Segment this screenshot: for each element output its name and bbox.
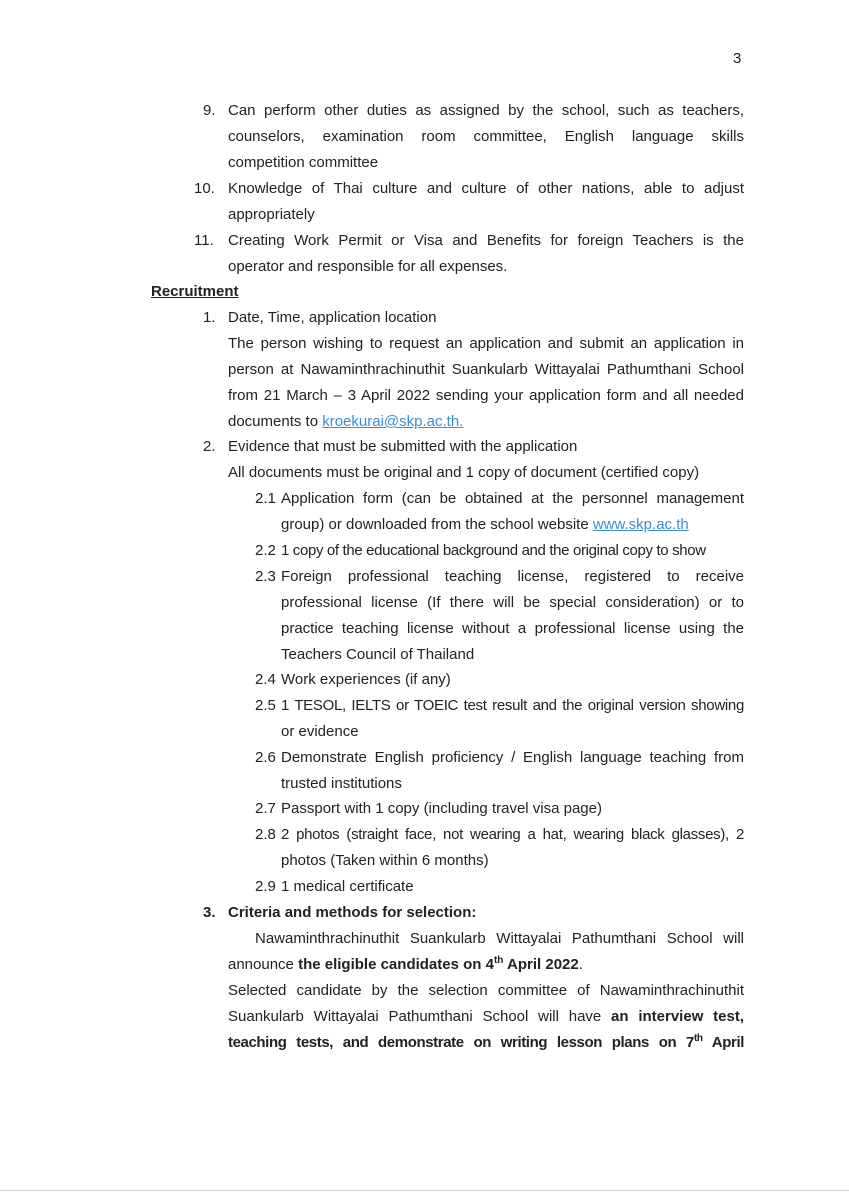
sub-number: 2.4	[255, 671, 276, 688]
text-segment: group) or downloaded from the school website	[281, 516, 593, 533]
item-number: 3.	[203, 904, 216, 921]
text-line: or evidence	[281, 723, 359, 740]
duty-number: 10.	[194, 180, 215, 197]
duty-number: 11.	[194, 232, 214, 249]
sub-number: 2.7	[255, 800, 276, 817]
duty-item	[228, 228, 744, 280]
text-line: The person wishing to request an application and submit an application in	[228, 335, 744, 352]
text-line	[281, 512, 744, 538]
text-line: from 21 March – 3 April 2022 sending your application form and all needed	[228, 387, 744, 404]
text-line: Work experiences (if any)	[281, 671, 451, 688]
email-link[interactable]: kroekurai@skp.ac.th.	[322, 413, 464, 430]
item-title: Criteria and methods for selection:	[228, 904, 477, 921]
sub-number: 2.6	[255, 749, 276, 766]
duty-item	[228, 176, 744, 228]
text-line: person at Nawaminthrachinuthit Suankularb Wittayalai Pathumthani School	[228, 361, 744, 378]
text-line: 1 copy of the educational background and the original copy to show	[281, 542, 706, 559]
text-line: Can perform other duties as assigned by the school, such as teachers,	[228, 102, 744, 119]
item-1	[228, 305, 744, 435]
text-segment: April 2022	[503, 956, 579, 973]
text-line: Demonstrate English proficiency / English language teaching from	[281, 749, 744, 766]
text-line: appropriately	[228, 206, 315, 223]
text-segment: announce	[228, 956, 299, 973]
text-segment: documents to	[228, 413, 323, 430]
recruitment-heading: Recruitment	[151, 283, 239, 300]
sub-item	[281, 667, 744, 693]
text-segment: Suankularb Wittayalai Pathumthani School will have	[228, 1008, 612, 1025]
sub-item	[281, 745, 744, 797]
text-line: operator and responsible for all expenses.	[228, 258, 508, 275]
duty-number: 9.	[203, 102, 216, 119]
page-number: 3	[733, 50, 742, 67]
sub-item	[281, 538, 744, 564]
item-2	[228, 434, 744, 486]
text-segment: .	[578, 956, 583, 973]
sub-item	[281, 874, 744, 900]
sub-number: 2.3	[255, 568, 276, 585]
text-line: counselors, examination room committee, English language skills	[228, 128, 744, 145]
text-line: 2 photos (straight face, not wearing a hat, wearing black glasses), 2	[281, 826, 744, 843]
text-line	[228, 952, 744, 978]
text-line: professional license (If there will be special consideration) or to	[281, 594, 744, 611]
sub-number: 2.5	[255, 697, 276, 714]
sub-number: 2.8	[255, 826, 276, 843]
item-3	[228, 900, 744, 1056]
sub-item	[281, 564, 744, 668]
text-line: competition committee	[228, 154, 379, 171]
item-number: 2.	[203, 438, 216, 455]
sub-number: 2.1	[255, 490, 276, 507]
sub-item	[281, 486, 744, 538]
text-segment: an interview test,	[611, 1008, 744, 1025]
text-line: Nawaminthrachinuthit Suankularb Wittayalai Pathumthani School will	[255, 930, 744, 947]
text-segment: teaching tests, and demonstrate on writing lesson plans on 7	[228, 1034, 694, 1051]
superscript: th	[493, 955, 504, 966]
text-line: practice teaching license without a professional license using the	[281, 620, 744, 637]
sub-item	[281, 822, 744, 874]
text-segment: the eligible candidates on 4	[298, 956, 494, 973]
text-line: Passport with 1 copy (including travel visa page)	[281, 800, 602, 817]
text-line: 1 TESOL, IELTS or TOEIC test result and the original version showing	[281, 697, 744, 714]
text-line: Foreign professional teaching license, registered to receive	[281, 568, 744, 585]
text-line: photos (Taken within 6 months)	[281, 852, 489, 869]
sub-number: 2.9	[255, 878, 276, 895]
text-line: 1 medical certificate	[281, 878, 414, 895]
item-title: Evidence that must be submitted with the application	[228, 438, 578, 455]
sub-number: 2.2	[255, 542, 276, 559]
text-line	[228, 1004, 744, 1030]
text-line: trusted institutions	[281, 775, 402, 792]
scan-edge	[0, 1190, 849, 1191]
duty-item	[228, 98, 744, 176]
item-title: Date, Time, application location	[228, 309, 437, 326]
sub-item	[281, 796, 744, 822]
text-segment: April	[702, 1034, 744, 1051]
sub-item	[281, 693, 744, 745]
website-link[interactable]: www.skp.ac.th	[592, 516, 689, 533]
text-line: Selected candidate by the selection committee of Nawaminthrachinuthit	[228, 982, 744, 999]
text-line: Application form (can be obtained at the personnel management	[281, 490, 744, 507]
superscript: th	[693, 1033, 703, 1044]
text-line: Knowledge of Thai culture and culture of other nations, able to adjust	[228, 180, 744, 197]
text-line	[228, 409, 744, 435]
text-line: Teachers Council of Thailand	[281, 646, 475, 663]
text-line: All documents must be original and 1 copy of document (certified copy)	[228, 464, 700, 481]
text-line	[228, 1030, 744, 1056]
text-line: Creating Work Permit or Visa and Benefits for foreign Teachers is the	[228, 232, 744, 249]
item-number: 1.	[203, 309, 216, 326]
